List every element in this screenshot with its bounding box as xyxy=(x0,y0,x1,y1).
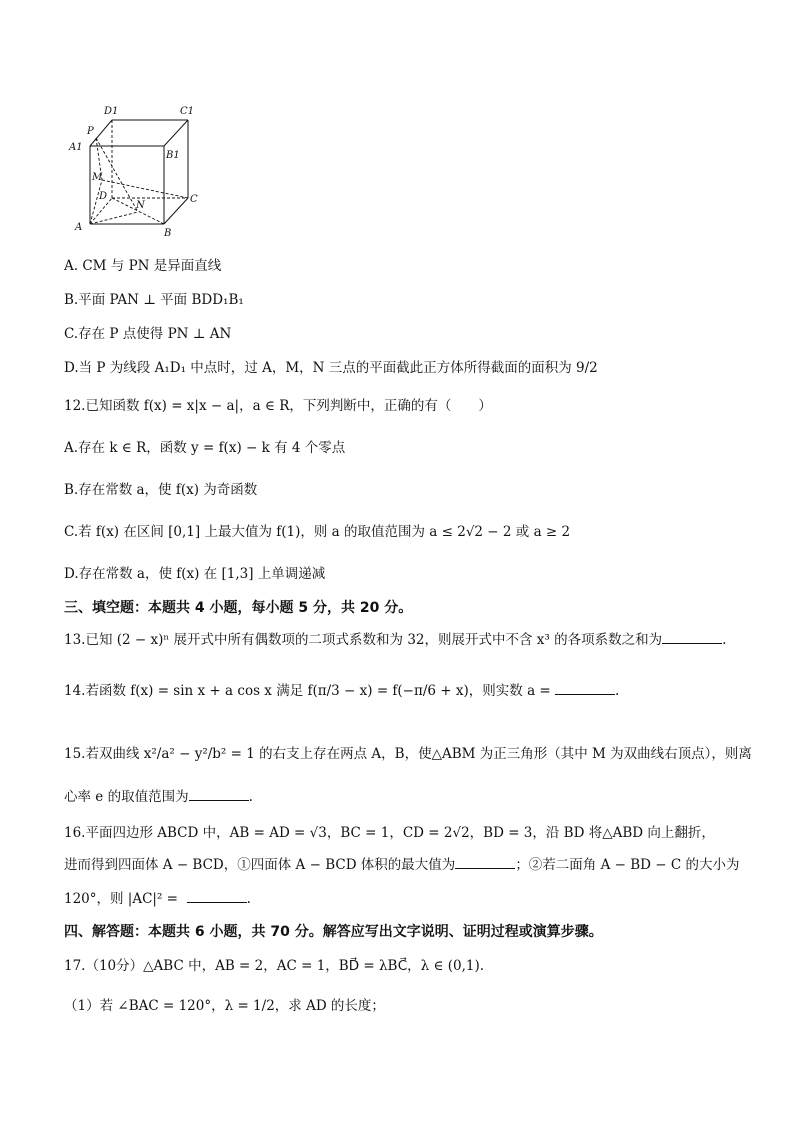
q13-text: 13.已知 (2 − x)ⁿ 展开式中所有偶数项的二项式系数和为 32，则展开式中不含 x³ 的各项系数之和为 xyxy=(64,632,663,648)
q15-answer-blank xyxy=(189,788,249,801)
q16-line-2 xyxy=(64,855,754,875)
label-b: B xyxy=(164,228,172,239)
q12-option-a: A.存在 k ∈ R，函数 y = f(x) − k 有 4 个零点 xyxy=(64,440,346,456)
q16-answer-blank-1 xyxy=(455,856,515,869)
q17-stem: 17.（10分）△ABC 中，AB = 2，AC = 1，BD⃗ = λBC⃗，λ ∈ (0,1). xyxy=(64,958,485,974)
q13 xyxy=(64,630,754,650)
segment-a-n xyxy=(90,212,138,224)
q13-answer-blank xyxy=(662,631,722,644)
label-n: N xyxy=(136,200,145,211)
label-d: D xyxy=(99,191,108,202)
label-d1: D1 xyxy=(104,106,119,117)
q13-end: . xyxy=(722,632,727,648)
q15-end: . xyxy=(248,789,253,805)
q16-line-1: 16.平面四边形 ABCD 中，AB = AD = √3，BC = 1，CD = 2√2，BD = 3，沿 BD 将△ABD 向上翻折， xyxy=(64,825,715,841)
label-a: A xyxy=(75,222,83,233)
q16-end: . xyxy=(246,891,251,907)
q12-stem: 12.已知函数 f(x) = x|x − a|，a ∈ R，下列判断中，正确的有（ ） xyxy=(64,398,492,414)
q15-line-2 xyxy=(64,787,754,807)
q11-option-c: C.存在 P 点使得 PN ⊥ AN xyxy=(64,326,232,342)
q16-line-3 xyxy=(64,889,754,909)
label-a1: A1 xyxy=(69,142,83,153)
section-4-heading: 四、解答题：本题共 6 小题，共 70 分。解答应写出文字说明、证明过程或演算步骤。 xyxy=(64,924,603,940)
section-3-heading: 三、填空题：本题共 4 小题，每小题 5 分，共 20 分。 xyxy=(64,600,413,616)
q16-line-2-a: 进而得到四面体 A − BCD，①四面体 A − BCD 体积的最大值为 xyxy=(64,857,456,873)
q17-part-1: （1）若 ∠BAC = 120°，λ = 1/2，求 AD 的长度； xyxy=(64,998,385,1014)
segment-m-c xyxy=(102,180,188,198)
q14-end: . xyxy=(615,683,620,699)
q11-option-d: D.当 P 为线段 A₁D₁ 中点时，过 A，M，N 三点的平面截此正方体所得截面的面积为 9/2 xyxy=(64,360,598,376)
edge-b-c xyxy=(164,198,188,224)
q12-option-c: C.若 f(x) 在区间 [0,1] 上最大值为 f(1)，则 a 的取值范围为 a ≤ 2√2 − 2 或 a ≥ 2 xyxy=(64,524,571,540)
q14-answer-blank xyxy=(555,682,615,695)
cube-figure xyxy=(66,100,216,240)
q16-answer-blank-2 xyxy=(187,890,247,903)
label-c1: C1 xyxy=(180,106,195,117)
label-b1: B1 xyxy=(166,150,180,161)
q16-line-2-b: ；②若二面角 A − BD − C 的大小为 xyxy=(515,857,740,873)
q14-text: 14.若函数 f(x) = sin x + a cos x 满足 f(π/3 − x) = f(−π/6 + x)，则实数 a = xyxy=(64,683,551,699)
q11-option-a: A. CM 与 PN 是异面直线 xyxy=(64,258,222,274)
label-p: P xyxy=(87,126,94,137)
label-m: M xyxy=(92,172,103,183)
segment-a-m xyxy=(90,180,102,224)
edge-c1-b1 xyxy=(164,120,188,146)
label-c: C xyxy=(190,194,198,205)
q16-line-3-text: 120°，则 |AC|² = xyxy=(64,891,178,907)
q15-line-2-text: 心率 e 的取值范围为 xyxy=(64,789,189,805)
q14 xyxy=(64,681,754,701)
q12-option-d: D.存在常数 a，使 f(x) 在 [1,3] 上单调递减 xyxy=(64,566,326,582)
q15-line-1: 15.若双曲线 x²/a² − y²/b² = 1 的右支上存在两点 A，B，使△ABM 为正三角形（其中 M 为双曲线右顶点），则离 xyxy=(64,746,752,762)
q11-option-b: B.平面 PAN ⊥ 平面 BDD₁B₁ xyxy=(64,292,244,308)
q12-option-b: B.存在常数 a，使 f(x) 为奇函数 xyxy=(64,482,258,498)
